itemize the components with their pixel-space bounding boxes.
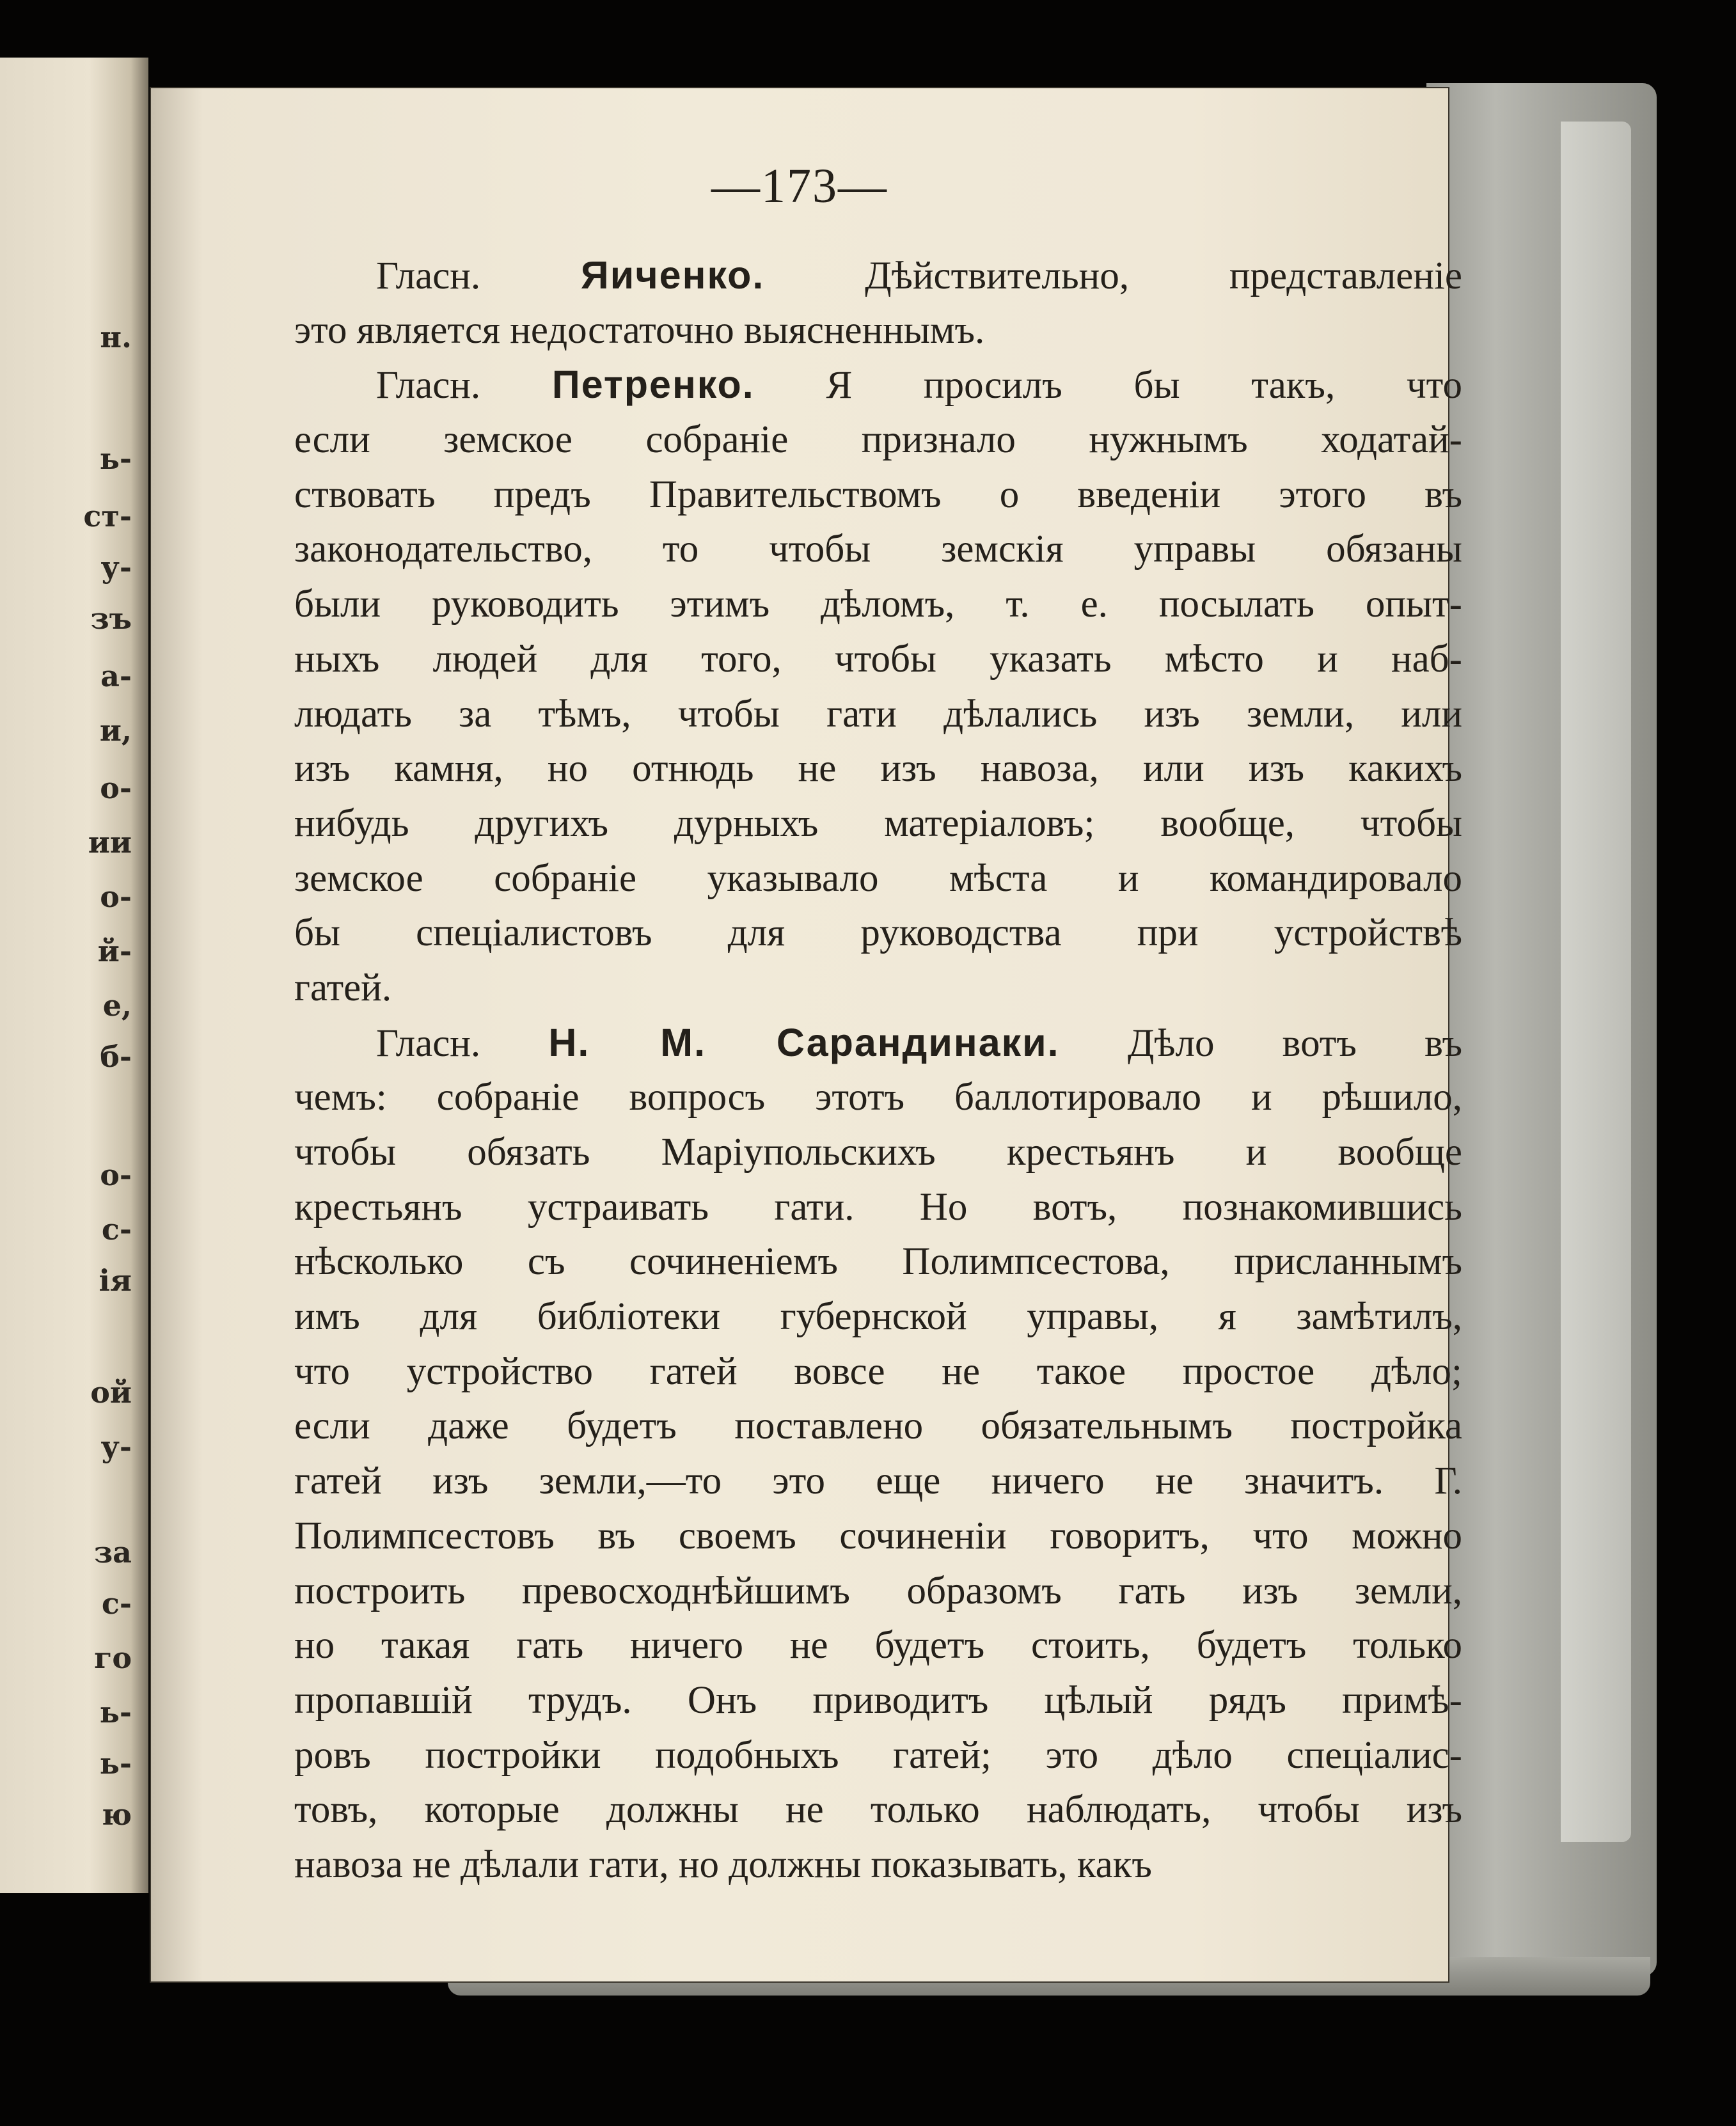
speaker-prefix: Гласн. xyxy=(376,255,581,297)
page-stack-inner-edge xyxy=(1561,122,1631,1842)
text-line: бы спеціалистовъ для руководства при устройствѣ xyxy=(294,911,1462,955)
text-line: гатей. xyxy=(294,966,392,1009)
text-line: Полимпсестовъ въ своемъ сочиненіи говоритъ, что можно xyxy=(294,1514,1462,1557)
text-line: если земское собраніе признало нужнымъ ходатай- xyxy=(294,418,1462,462)
text-line: крестьянъ устраивать гати. Но вотъ, познакомившись xyxy=(294,1185,1462,1229)
text-line: чтобы обязать Маріупольскихъ крестьянъ и вообще xyxy=(294,1131,1462,1174)
left-page-fragment: ии xyxy=(88,825,132,860)
left-page-fragment: ь- xyxy=(99,1695,132,1729)
left-page-fragment: б- xyxy=(100,1039,132,1074)
text-line: ныхъ людей для того, чтобы указать мѣсто и наб- xyxy=(294,637,1462,681)
left-page-fragment: ія xyxy=(99,1263,132,1298)
text-line xyxy=(294,1016,1462,1071)
left-page-fragment: зъ xyxy=(90,601,132,636)
left-page-edge xyxy=(0,58,148,1893)
speech-paragraph xyxy=(294,358,1462,1015)
text-line: это является недостаточно выясненнымъ. xyxy=(294,308,985,352)
page-number: —173— xyxy=(711,159,888,213)
left-page-fragment: с- xyxy=(101,1586,132,1621)
left-page-fragment: о- xyxy=(100,1158,132,1192)
text-line: имъ для библіотеки губернской управы, я замѣтилъ, xyxy=(294,1295,1462,1339)
text-line: нибудь другихъ дурныхъ матеріаловъ; вообще, чтобы xyxy=(294,801,1462,845)
left-page-fragment: ю xyxy=(101,1797,132,1832)
left-page-fragment: у- xyxy=(100,550,132,585)
left-page-fragment: ст- xyxy=(83,499,132,533)
speech-text: Дѣйствительно, представленіе xyxy=(764,255,1463,297)
left-page-text-fragments xyxy=(4,58,132,1893)
text-line: пропавшій трудъ. Онъ приводитъ цѣлый рядъ примѣ- xyxy=(294,1678,1462,1722)
left-page-fragment: а- xyxy=(100,659,132,693)
speech-paragraph xyxy=(294,248,1462,358)
text-line xyxy=(294,358,1462,413)
text-line: построить превосходнѣйшимъ образомъ гать изъ земли, xyxy=(294,1569,1462,1612)
left-page-fragment: ой xyxy=(90,1375,132,1410)
left-page-fragment: за xyxy=(93,1535,132,1570)
left-page-fragment: е, xyxy=(102,988,132,1023)
left-page-fragment: й- xyxy=(97,934,132,968)
left-page-fragment: о- xyxy=(100,771,132,805)
speaker-prefix: Гласн. xyxy=(376,1021,549,1065)
text-line: земское собраніе указывало мѣста и командировало xyxy=(294,856,1462,900)
text-line: людать за тѣмъ, чтобы гати дѣлались изъ земли, или xyxy=(294,692,1462,736)
speaker-name: Н. М. Сарандинаки. xyxy=(548,1020,1060,1064)
left-page-fragment: о- xyxy=(100,879,132,914)
text-line: чемъ: собраніе вопросъ этотъ баллотировало и рѣшило, xyxy=(294,1076,1462,1119)
text-line: законодательство, то чтобы земскія управы обязаны xyxy=(294,528,1462,571)
speech-text: Я просилъ бы такъ, что xyxy=(754,364,1462,407)
text-line: нѣсколько съ сочиненіемъ Полимпсестова, присланнымъ xyxy=(294,1240,1462,1284)
speaker-name: Яиченко. xyxy=(580,253,765,297)
text-line: ствовать предъ Правительствомъ о введеніи этого въ xyxy=(294,473,1462,516)
right-page xyxy=(151,88,1463,1981)
text-line: гатей изъ земли,—то это еще ничего не значитъ. Г. xyxy=(294,1460,1462,1503)
left-page-fragment: у- xyxy=(100,1429,132,1464)
text-line: что устройство гатей вовсе не такое простое дѣло; xyxy=(294,1350,1462,1393)
speaker-prefix: Гласн. xyxy=(376,364,552,407)
page-body-text xyxy=(294,248,1462,1893)
left-page-fragment: ь- xyxy=(99,1746,132,1781)
speech-paragraph xyxy=(294,1016,1462,1893)
text-line: но такая гать ничего не будетъ стоить, будетъ только xyxy=(294,1624,1462,1667)
text-line: ровъ постройки подобныхъ гатей; это дѣло спеціалис- xyxy=(294,1733,1462,1777)
text-line xyxy=(294,248,1462,303)
speaker-name: Петренко. xyxy=(551,363,755,407)
text-line: если даже будетъ поставлено обязательнымъ постройка xyxy=(294,1405,1462,1448)
left-page-fragment: н. xyxy=(100,320,132,354)
text-line: навоза не дѣлали гати, но должны показывать, какъ xyxy=(294,1843,1152,1886)
left-page-fragment: и, xyxy=(99,713,132,748)
text-line: изъ камня, но отнюдь не изъ навоза, или изъ какихъ xyxy=(294,747,1462,791)
text-line: были руководить этимъ дѣломъ, т. е. посылать опыт- xyxy=(294,583,1462,626)
left-page-fragment: ь- xyxy=(99,441,132,476)
left-page-fragment: го xyxy=(94,1641,132,1675)
left-page-fragment: с- xyxy=(101,1212,132,1247)
text-line: товъ, которые должны не только наблюдать, чтобы изъ xyxy=(294,1788,1462,1832)
speech-text: Дѣло вотъ въ xyxy=(1059,1021,1462,1065)
